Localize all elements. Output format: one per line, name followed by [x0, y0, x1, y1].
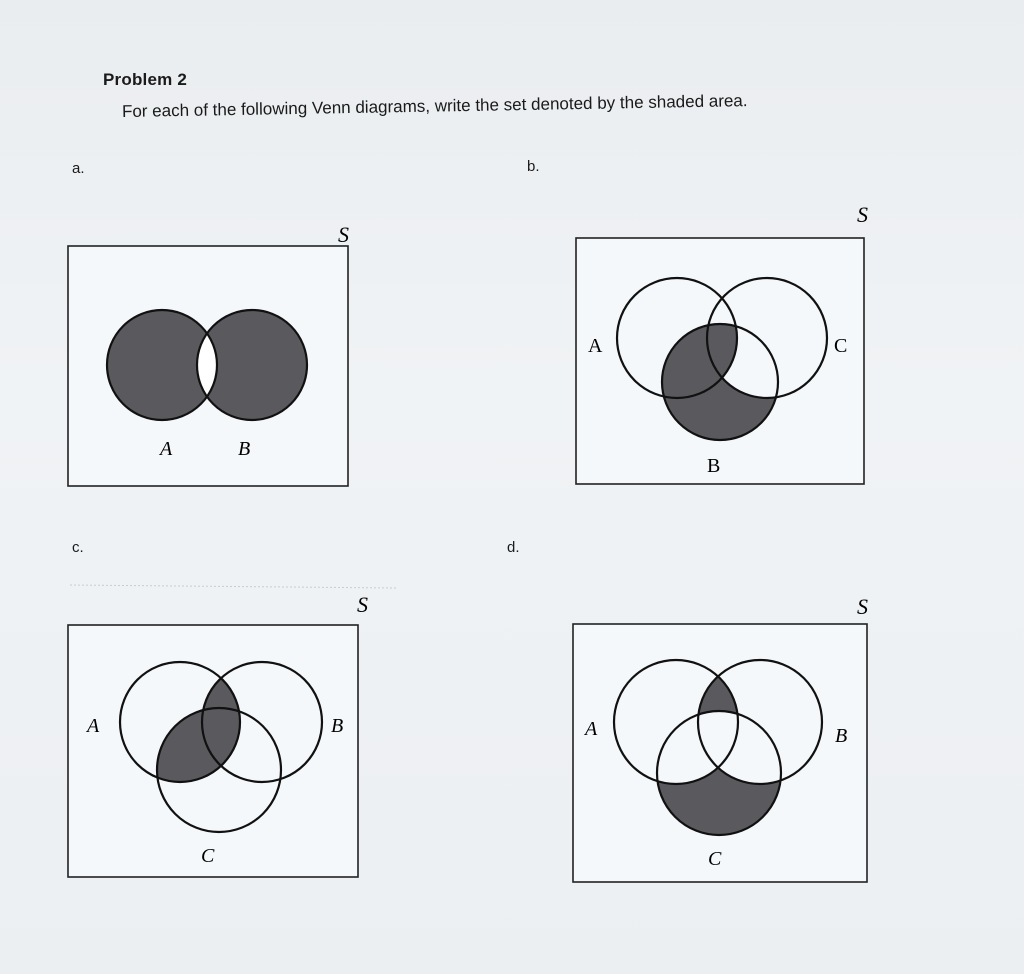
- venn-diagram-b: [576, 202, 868, 484]
- venn-diagram-c: [68, 592, 368, 877]
- set-label-c-a: A: [87, 715, 100, 737]
- set-label-b-a: A: [588, 335, 603, 357]
- part-label-b: b.: [527, 158, 540, 175]
- universe-label-b: S: [857, 202, 868, 227]
- problem-instruction: For each of the following Venn diagrams, write the set denoted by the shaded area.: [121, 91, 748, 121]
- problem-title: Problem 2: [103, 70, 187, 89]
- venn-diagram-a: [68, 222, 349, 486]
- part-label-c: c.: [72, 539, 84, 556]
- part-label-a: a.: [72, 160, 85, 177]
- paper-rule-line: [70, 585, 396, 588]
- set-label-b-b: B: [707, 455, 721, 477]
- set-label-a-a: A: [160, 438, 173, 460]
- part-label-d: d.: [507, 539, 520, 556]
- set-label-b-c: C: [834, 335, 848, 357]
- set-label-c-c: C: [201, 845, 215, 867]
- universe-label-c: S: [357, 592, 368, 617]
- universe-label-a: S: [338, 222, 349, 247]
- universe-label-d: S: [857, 594, 868, 619]
- set-label-d-b: B: [835, 725, 848, 747]
- set-label-d-c: C: [708, 848, 722, 870]
- set-label-a-b: B: [238, 438, 251, 460]
- set-label-d-a: A: [585, 718, 598, 740]
- venn-diagram-d: [573, 594, 868, 882]
- set-label-c-b: B: [331, 715, 344, 737]
